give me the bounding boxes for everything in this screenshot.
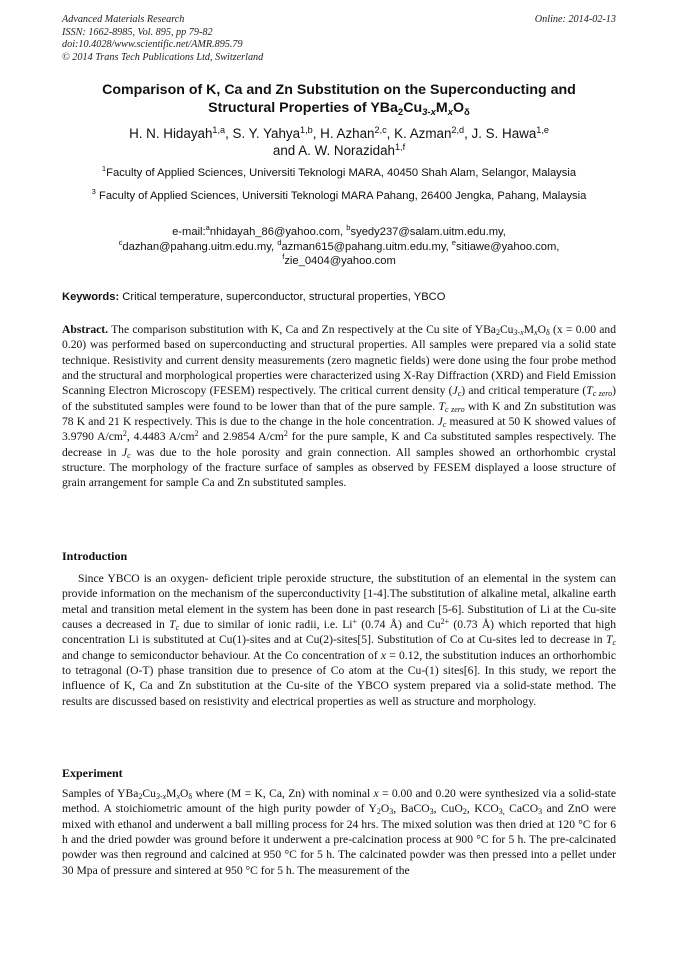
title-line-1: Comparison of K, Ca and Zn Substitution on the Superconducting and — [102, 82, 576, 98]
journal-header — [62, 14, 616, 64]
affiliation-3: $^3$ Faculty of Applied Sciences, Universiti Teknologi MARA Pahang, 26400 Jengka, Pahang, Malaysia — [91, 187, 587, 202]
introduction-paragraph: Since YBCO is an oxygen- deficient triple peroxide structure, the substitution of an elemental in the system can provide information on the mechanism of the superconductivity [1-4].The substitution of alkaline metal, alkaline earth metal and transition metal element in the system has been done in past research [5-6]. Substitution of Li at the Cu-site causes a decreased in $T_c$ due to similar of ionic radii, i.e. Li+ (0.74 Å) and $Cu^{2+}$ (0.73 Å) which reported that high concentration Li is substituted at Cu(1)-sites and at Cu(2)-sites[5]. Substitution of Co at Cu-sites led to decrease in $T_c$ and change to semiconductor behaviour. At the Co concentration of x = 0.12, the substitution induces an orthorhombic to tetragonal (O-T) phase transition due to presence of Co atom at the Cu-(1) sites[6]. In this study, we report the influence of K, Ca and Zn substitution at the Cu-site of the YBCO system prepared via a solid-state method. The results are discussed based on resistivity and electrical properties as well as structure and morphology. — [62, 572, 616, 708]
abstract-paragraph: Abstract. The comparison substitution with K, Ca and Zn respectively at the Cu site of $YBa_2Cu_{3-x}M_xO_\delta$ (x = 0.00 and 0.20) was performed based on superconducting and structural properties. All samples were prepared via a solid state technique. Resistivity and current density measurements (zero magnetic fields) were done using the four probe method and the structural and morphological properties were characterized using X-Ray Diffraction (XRD) and Field Emission Scanning Electron Microscopy (FESEM) respectively. The critical current density $(J_c)$ and critical temperature $(T_{c zero})$ of the substituted samples were found to be lower than that of the pure sample. $T_{c zero}$ with K and Zn substitution was 78 K and 21 K respectively. This is due to the change in the hole concentration. $J_c$ measured at 50 K showed values of 3.9790 $A/cm^2$, 4.4483 $A/cm^2$ and 2.9854 $A/cm^2$ for the pure sample, K and Ca substituted samples respectively. The decrease in $J_c$ was due to the hole porosity and grain connection. All samples showed an orthorhombic crystal structure. The morphology of the fracture surface of samples as observed by FESEM displayed a loose structure of grain arrangement for sample Ca and Zn substituted samples. — [62, 323, 617, 490]
email-c[interactable]: dazhan@pahang.uitm.edu.my, — [122, 240, 278, 253]
email-d[interactable]: azman615@pahang.uitm.edu.my, — [281, 240, 452, 253]
email-f[interactable]: zie_0404@yahoo.com — [284, 255, 396, 267]
journal-name: Advanced Materials Research — [62, 14, 185, 25]
author-list — [40, 125, 638, 159]
affiliation-1: $^1$Faculty of Applied Sciences, Universiti Teknologi MARA, 40450 Shah Alam, Selangor, Malaysia — [101, 164, 577, 179]
email-e[interactable]: sitiawe@yahoo.com, — [456, 240, 560, 253]
paper-title — [40, 81, 638, 117]
email-b[interactable]: syedy237@salam.uitm.edu.my, — [350, 226, 506, 238]
email-a[interactable]: nhidayah_86@yahoo.com, — [209, 226, 347, 238]
experiment-paragraph: Samples of $YBa_2Cu_{3-x}M_xO_\delta$ where (M = K, Ca, Zn) with nominal x = 0.00 and 0.20 were synthesized via a solid-state method. A stoichiometric amount of the high purity powder of $Y_2O_3$, BaCO$_3$, CuO$_2$, $KCO_{3,}$ CaCO$_3$ and ZnO were mixed with ethanol and underwent a ball milling process for 24 hrs. The mixed solution was then dried at 120 °C for 6 h and the dried powder was ground before it underwent a pre-calcination process at 900 °C for 5 h. The pre-calcinated powder was then reground and calcined at 950 °C for 5 h. The calcinated powder was then pressed into a pellet under 30 Mpa of pressure and sintered at 950 °C for 5 h. The measurement of the — [62, 787, 616, 877]
keywords — [62, 290, 616, 304]
online-date: Online: 2014-02-13 — [534, 14, 616, 25]
author-line-2: and A. W. Norazidah$^{1,f}$ — [272, 142, 406, 158]
experiment-heading: Experiment — [62, 766, 123, 780]
keywords-label: Keywords: — [62, 291, 120, 303]
title-line-2: Structural Properties of $YBa_2Cu_{3-x}M_xO_\delta$ — [208, 100, 470, 118]
keywords-text: Critical temperature, superconductor, structural properties, YBCO — [119, 291, 446, 303]
abstract-label: Abstract. — [62, 323, 109, 336]
introduction-heading: Introduction — [62, 549, 128, 563]
journal-copyright: © 2014 Trans Tech Publications Ltd, Switzerland — [62, 51, 264, 63]
journal-issn: ISSN: 1662-8985, Vol. 895, pp 79-82 — [62, 26, 213, 38]
journal-doi: doi:10.4028/www.scientific.net/AMR.895.79 — [62, 39, 243, 50]
email-list: e-mail:$^a$nhidayah_86@yahoo.com, $^b$syedy237@salam.uitm.edu.my, $^c$dazhan@pahang.uitm.edu.my, $^d$azman615@pahang.uitm.edu.my, $^e$sitiawe@yahoo.com, $^f$zie_0404@yahoo.com — [118, 223, 560, 267]
author-line-1: H. N. Hidayah$^{1,a}$, S. Y. Yahya$^{1,b}$, H. Azhan$^{2,c}$, K. Azman$^{2,d}$, J. S. Hawa$^{1,e}$ — [129, 125, 549, 141]
